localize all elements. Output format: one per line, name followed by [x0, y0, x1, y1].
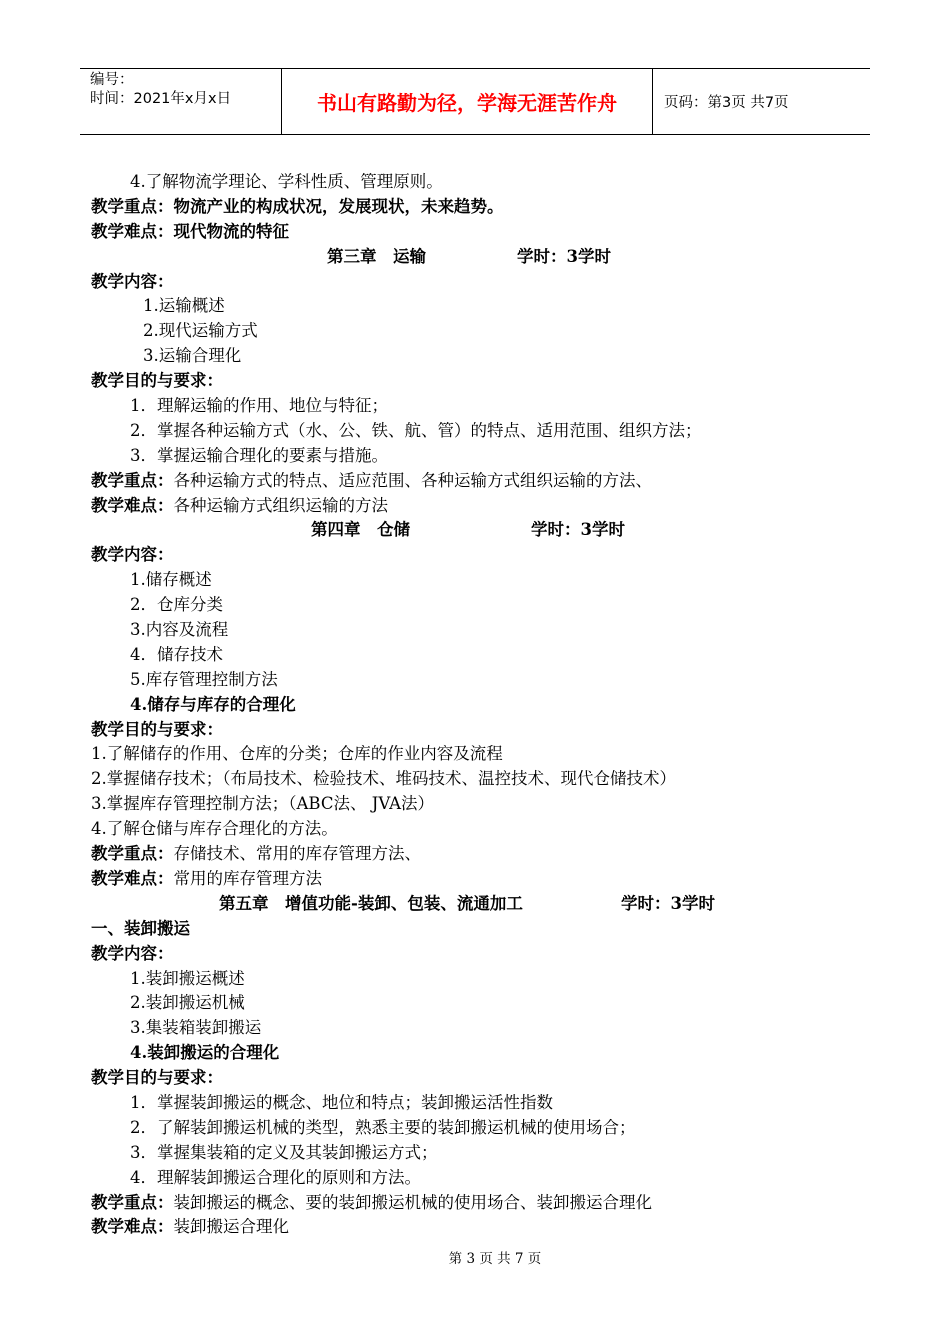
document-date-label: 时间：2021年x月x日 — [90, 91, 232, 107]
key-points-label: 教学重点： — [91, 1192, 174, 1212]
document-number-label: 编号： — [90, 72, 134, 88]
page-header — [80, 68, 870, 135]
section-label: 教学内容： — [91, 943, 174, 963]
list-item: 1.运输概述 — [143, 296, 225, 316]
section-label: 教学目的与要求： — [91, 371, 223, 391]
difficulty-line — [91, 1215, 871, 1240]
list-item: 4.储存与库存的合理化 — [130, 694, 296, 714]
list-item: 1．理解运输的作用、地位与特征； — [130, 396, 388, 416]
chapter-3-title: 第三章 运输 — [327, 246, 426, 266]
list-item: 5.库存管理控制方法 — [130, 669, 278, 689]
list-item: 2．仓库分类 — [130, 595, 223, 615]
difficulty-text: 常用的库存管理方法 — [173, 868, 322, 888]
key-points-line — [91, 842, 871, 867]
list-item: 2．了解装卸搬运机械的类型，熟悉主要的装卸搬运机械的使用场合； — [130, 1117, 636, 1137]
chapter-4-hours: 学时：3学时 — [531, 520, 625, 540]
header-page-info: 页码：第3页 共7页 — [664, 95, 789, 111]
key-points-label: 教学重点： — [91, 844, 174, 864]
section-label: 教学目的与要求： — [91, 719, 223, 739]
key-points-text: 装卸搬运的概念、要的装卸搬运机械的使用场合、装卸搬运合理化 — [173, 1192, 652, 1212]
difficulty-text: 各种运输方式组织运输的方法 — [173, 495, 388, 515]
difficulty-line — [91, 867, 871, 892]
key-points-text: 各种运输方式的特点、适应范围、各种运输方式组织运输的方法、 — [173, 470, 652, 490]
difficulty-label: 教学难点： — [91, 1217, 174, 1237]
difficulty-label: 教学难点： — [91, 495, 174, 515]
list-item: 4．储存技术 — [130, 644, 223, 664]
list-item: 3.内容及流程 — [130, 620, 229, 640]
header-motto: 书山有路勤为径，学海无涯苦作舟 — [282, 69, 653, 134]
list-item: 2.现代运输方式 — [143, 321, 258, 341]
document-body — [91, 170, 871, 1240]
list-item: 4．理解装卸搬运合理化的原则和方法。 — [130, 1167, 421, 1187]
key-points-line — [91, 469, 871, 494]
chapter-4-title: 第四章 仓储 — [311, 520, 410, 540]
chapter-5-hours: 学时：3学时 — [621, 893, 715, 913]
list-item: 1.了解储存的作用、仓库的分类；仓库的作业内容及流程 — [91, 744, 503, 764]
section-label: 教学目的与要求： — [91, 1068, 223, 1088]
key-points-line — [91, 1191, 871, 1216]
key-points-line: 教学重点：物流产业的构成状况，发展现状，未来趋势。 — [91, 196, 504, 216]
section-label: 教学内容： — [91, 271, 174, 291]
list-item: 2.掌握储存技术；（布局技术、检验技术、堆码技术、温控技术、现代仓储技术） — [91, 769, 676, 789]
header-meta-cell — [80, 69, 282, 134]
chapter-4-heading — [91, 518, 871, 543]
list-item: 2．掌握各种运输方式（水、公、铁、航、管）的特点、适用范围、组织方法； — [130, 420, 702, 440]
list-item: 1.储存概述 — [130, 570, 212, 590]
chapter-3-heading — [91, 245, 871, 270]
text-line: 4.了解物流学理论、学科性质、管理原则。 — [130, 172, 443, 191]
chapter-5-title: 第五章 增值功能-装卸、包装、流通加工 — [219, 893, 523, 913]
page-footer: 第 3 页 共 7 页 — [448, 1251, 542, 1267]
section-label: 教学内容： — [91, 545, 174, 565]
list-item: 4.了解仓储与库存合理化的方法。 — [91, 819, 338, 839]
subsection-heading: 一、装卸搬运 — [91, 918, 190, 938]
key-points-text: 存储技术、常用的库存管理方法、 — [173, 844, 421, 864]
difficulty-label: 教学难点： — [91, 868, 174, 888]
list-item: 3.运输合理化 — [143, 346, 242, 366]
list-item: 3．掌握运输合理化的要素与措施。 — [130, 445, 388, 465]
key-points-label: 教学重点： — [91, 470, 174, 490]
chapter-3-hours: 学时：3学时 — [517, 246, 611, 266]
list-item: 3.集装箱装卸搬运 — [130, 1018, 262, 1038]
difficulty-text: 装卸搬运合理化 — [173, 1217, 289, 1237]
list-item: 3.掌握库存管理控制方法；（ABC法、 JVA法） — [91, 794, 435, 814]
difficulty-line — [91, 494, 871, 519]
list-item: 1．掌握装卸搬运的概念、地位和特点；装卸搬运活性指数 — [130, 1092, 553, 1112]
difficulty-line: 教学难点：现代物流的特征 — [91, 221, 289, 241]
list-item: 3．掌握集装箱的定义及其装卸搬运方式； — [130, 1142, 438, 1162]
list-item: 1.装卸搬运概述 — [130, 968, 245, 988]
list-item: 2.装卸搬运机械 — [130, 993, 245, 1013]
list-item: 4.装卸搬运的合理化 — [130, 1043, 280, 1063]
chapter-5-heading — [91, 892, 871, 917]
